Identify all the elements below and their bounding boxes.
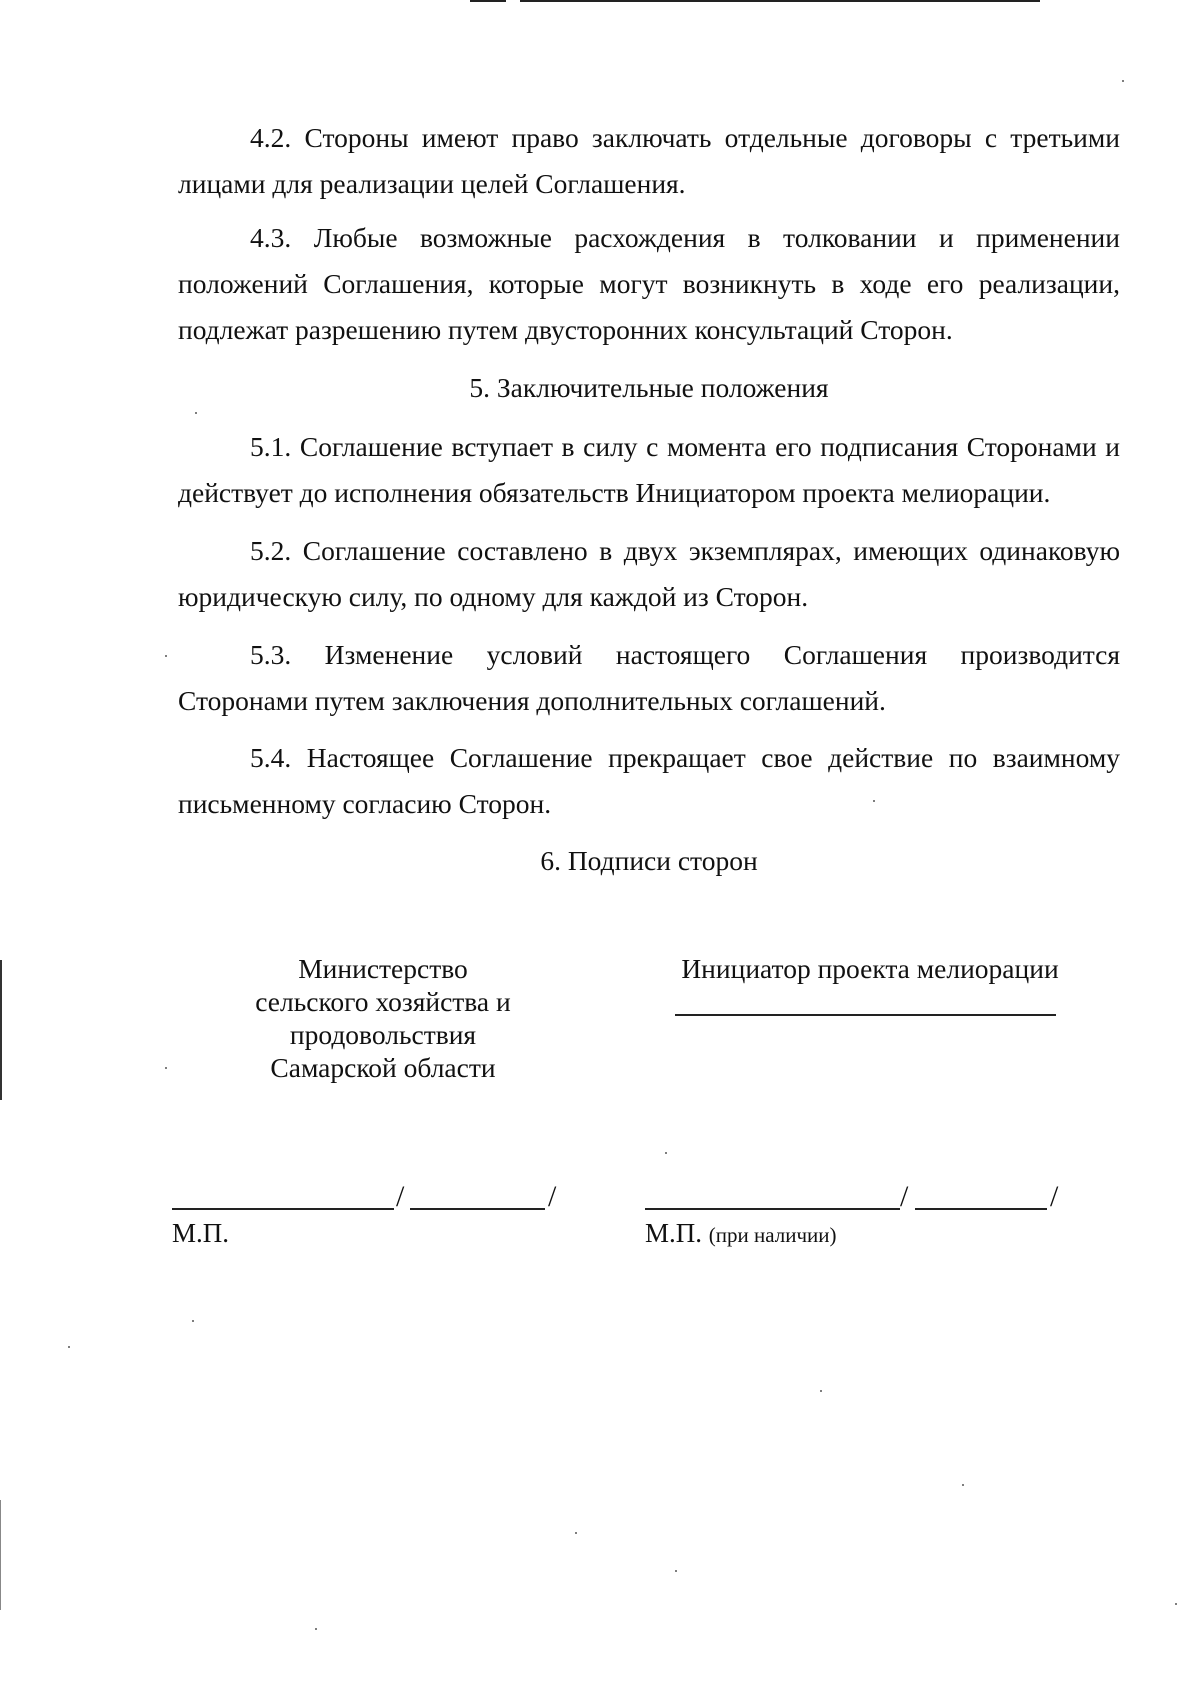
scan-speck: [675, 1570, 677, 1572]
scan-edge-line: [520, 0, 1040, 2]
left-party-line: Министерство: [298, 953, 468, 984]
right-signature-separator: /: [900, 1180, 909, 1213]
right-signature-separator: /: [1050, 1180, 1059, 1213]
scan-speck: [665, 1152, 667, 1154]
left-party-line: Самарской области: [270, 1052, 496, 1083]
scan-speck: [962, 1484, 964, 1486]
scan-speck: [68, 1346, 70, 1348]
paragraph-4-3: 4.3. Любые возможные расхождения в толковании и применении положений Соглашения, которые могут возникнуть в ходе его реализации, подлежат разрешению путем двусторонних консультаций Сторон.: [178, 222, 1120, 345]
scan-speck: [575, 1532, 577, 1534]
scan-speck: [165, 1067, 167, 1069]
scan-edge-mark: [0, 960, 2, 1100]
scan-speck: [873, 800, 875, 802]
paragraph-4-2: 4.2. Стороны имеют право заключать отдельные договоры с третьими лицами для реализации целей Соглашения.: [178, 122, 1120, 199]
scan-speck: [1175, 1603, 1177, 1605]
right-party-name-line: [675, 1014, 1056, 1016]
section-6-heading: 6. Подписи сторон: [540, 845, 758, 876]
section-5-heading: 5. Заключительные положения: [469, 372, 829, 403]
right-stamp-text: М.П.: [645, 1218, 703, 1248]
scan-speck: [192, 1320, 194, 1322]
paragraph-5-3: 5.3. Изменение условий настоящего Соглашения производится Сторонами путем заключения дополнительных соглашений.: [178, 639, 1120, 716]
left-party-name: [218, 952, 548, 1084]
left-name-line: [410, 1208, 545, 1210]
left-signature-separator: /: [396, 1180, 405, 1213]
left-party-line: продовольствия: [289, 1019, 477, 1050]
right-stamp-label: [645, 1218, 836, 1250]
scan-speck: [820, 1390, 822, 1392]
scan-speck: [1122, 80, 1124, 82]
scan-speck: [315, 1628, 317, 1630]
left-party-line: сельского хозяйства и: [255, 986, 511, 1017]
scan-speck: [165, 655, 167, 657]
left-signature-separator: /: [548, 1180, 557, 1213]
paragraph-5-4: 5.4. Настоящее Соглашение прекращает свое действие по взаимному письменному согласию Сторон.: [178, 742, 1120, 819]
scan-speck: [195, 412, 197, 414]
left-signature-line: [172, 1208, 394, 1210]
scan-edge-mark: [0, 1500, 1, 1610]
scan-edge-line: [470, 0, 506, 2]
right-stamp-note: (при наличии): [708, 1223, 837, 1247]
paragraph-5-2: 5.2. Соглашение составлено в двух экземплярах, имеющих одинаковую юридическую силу, по одному для каждой из Сторон.: [178, 535, 1120, 612]
paragraph-5-1: 5.1. Соглашение вступает в силу с момента его подписания Сторонами и действует до исполнения обязательств Инициатором проекта мелиорации.: [178, 431, 1120, 508]
left-stamp-label: М.П.: [172, 1218, 230, 1248]
right-name-line: [915, 1208, 1047, 1210]
right-signature-line: [645, 1208, 900, 1210]
right-party-name: Инициатор проекта мелиорации: [681, 953, 1059, 984]
